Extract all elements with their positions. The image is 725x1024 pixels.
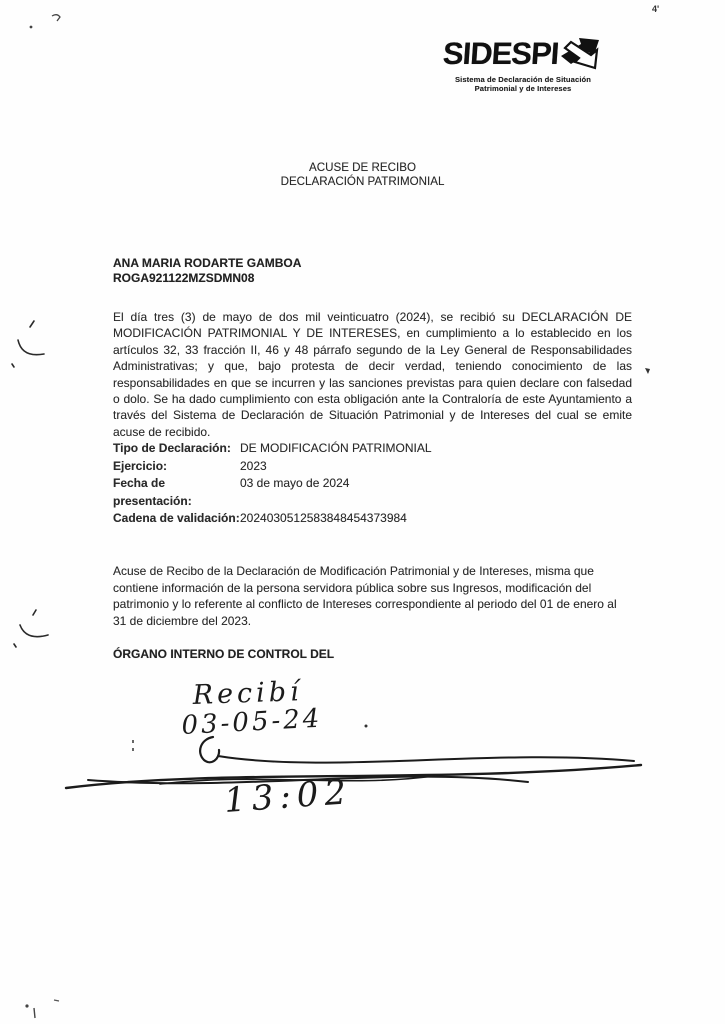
sidespi-logo-text: SIDESPI xyxy=(441,36,560,71)
detail-value-tipo: DE MODIFICACIÓN PATRIMONIAL xyxy=(240,441,432,455)
detail-label-tipo: Tipo de Declaración: xyxy=(113,441,231,455)
detail-row-fecha xyxy=(113,475,632,510)
pen-dot xyxy=(365,725,368,728)
body-paragraph: El día tres (3) de mayo de dos mil veinticuatro (2024), se recibió su DECLARACIÓN DE MODIFICACIÓN PATRIMONIAL Y DE INTERESES, en cumplimiento a lo establecido en los artículos 32, 33 fracción II, 46 y 48 párrafo segundo de la Ley General de Responsabilidades Administrativas; y que, bajo protesta de decir verdad, teniendo conocimiento de las responsabilidades en que se incurren y las sanciones previstas para quien declare con falsedad o dolo. Se ha dado cumplimiento con esta obligación ante la Contraloría de este Ayuntamiento a través del Sistema de Declaración de Situación Patrimonial y de Intereses del cual se emite acuse de recibido. xyxy=(113,310,632,439)
handwritten-time: 13:02 xyxy=(222,772,354,821)
scan-tick xyxy=(54,1000,59,1001)
margin-pen-hook-lower xyxy=(14,610,48,647)
sidespi-crossed-arrows-icon xyxy=(559,34,603,74)
signature-scribble xyxy=(66,737,641,788)
scan-speck xyxy=(25,1004,28,1007)
logo-tagline-line2: Patrimonial y de Intereses xyxy=(474,84,572,93)
recipient-curp: ROGA921122MZSDMN08 xyxy=(113,271,255,285)
detail-label-ejercicio: Ejercicio: xyxy=(113,458,168,473)
declaration-details xyxy=(113,440,632,528)
logo-tagline-line1: Sistema de Declaración de Situación xyxy=(454,75,592,84)
scan-speck xyxy=(30,26,33,29)
scan-squiggle xyxy=(52,15,60,21)
document-title-line2: DECLARACIÓN PATRIMONIAL xyxy=(280,175,445,188)
detail-value-ejercicio: 2023 xyxy=(240,458,267,473)
scan-speck xyxy=(645,368,650,374)
page-corner-mark: 4' xyxy=(652,4,660,14)
recipient-block xyxy=(113,256,301,286)
detail-row-ejercicio xyxy=(113,458,632,476)
handwritten-recibi: Recibí xyxy=(192,676,304,711)
document-title-line1: ACUSE DE RECIBO xyxy=(309,161,416,174)
detail-row-cadena xyxy=(113,510,632,528)
handwritten-date: 03-05-24 xyxy=(180,703,324,741)
detail-label-cadena: Cadena de validación: xyxy=(113,511,240,525)
detail-value-cadena: 2024030512583848454373984 xyxy=(240,511,407,525)
margin-pen-hook-upper xyxy=(12,321,44,367)
acuse-paragraph: Acuse de Recibo de la Declaración de Modificación Patrimonial y de Intereses, misma que contiene información de la persona servidora pública sobre sus Ingresos, modificación del patrimonio y lo referente al conflicto de Intereses correspondiente al periodo del 01 de enero al 31 de diciembre del 2023. xyxy=(113,564,617,628)
detail-value-fecha: 03 de mayo de 2024 xyxy=(240,476,350,490)
recipient-name: ANA MARIA RODARTE GAMBOA xyxy=(113,256,302,270)
detail-row-tipo xyxy=(113,440,632,458)
scan-tick xyxy=(34,1008,35,1018)
detail-label-fecha: Fecha de presentación: xyxy=(113,476,192,508)
sidespi-logo xyxy=(430,34,616,93)
document-title xyxy=(0,161,725,189)
organ-control-heading: ÓRGANO INTERNO DE CONTROL DEL xyxy=(113,647,335,661)
